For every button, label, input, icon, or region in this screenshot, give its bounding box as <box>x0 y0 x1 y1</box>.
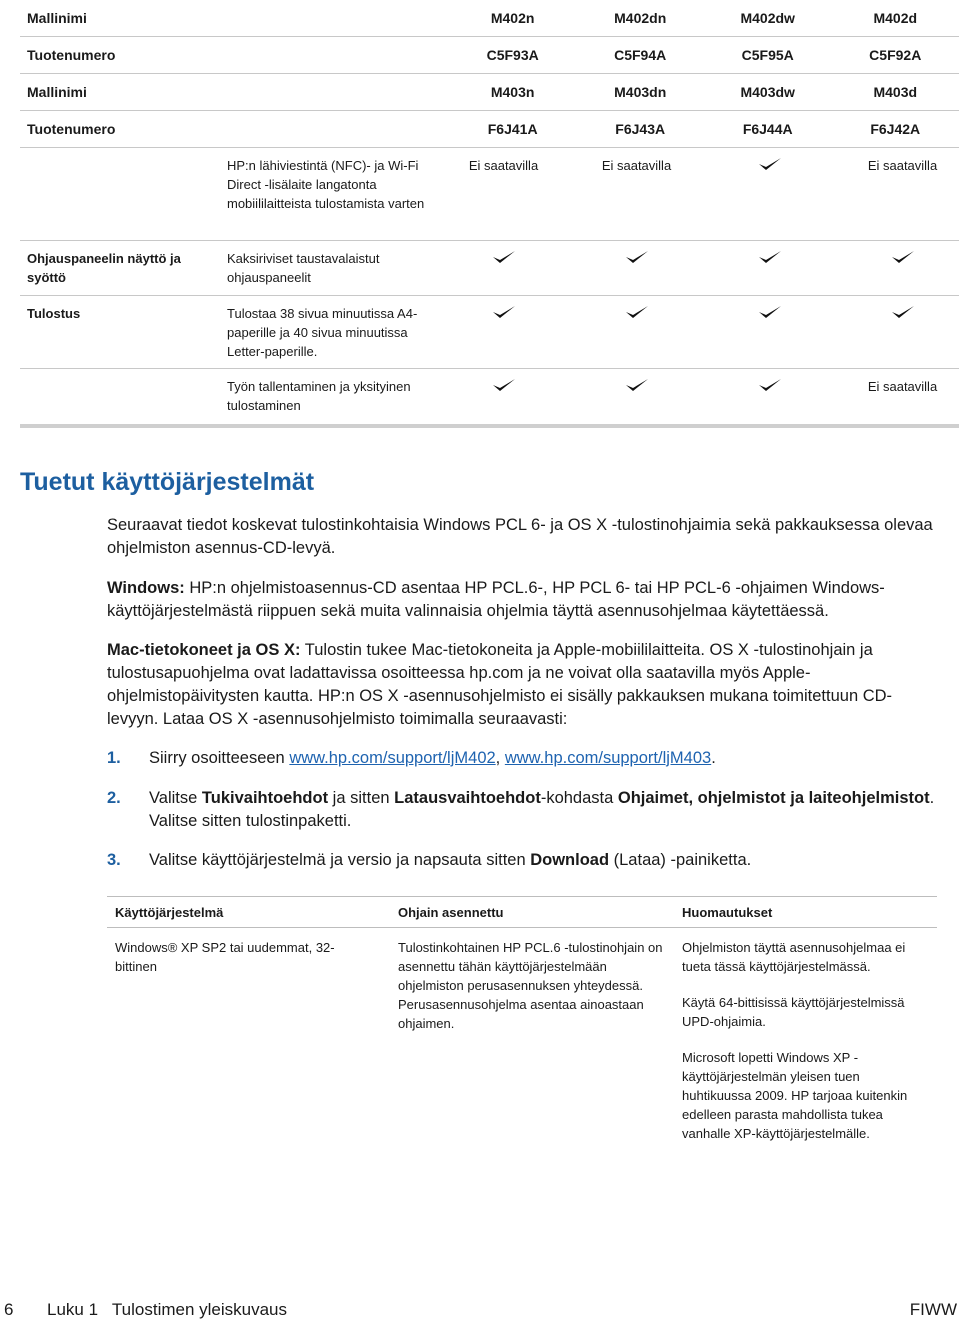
feature-cell: Ei saatavilla <box>867 379 938 394</box>
driver-cell: Tulostinkohtainen HP PCL.6 -tulostinohjain on asennettu tähän käyttöjärjestelmään ohjelmiston perusasennuksen yhteydessä. Perusasennusohjelma asentaa ainoastaan ohjaimen. <box>398 940 663 1031</box>
row-label: Tuotenumero <box>27 47 116 63</box>
step-text <box>149 747 939 770</box>
feature-row-control-panel <box>20 241 959 296</box>
locale-code: FIWW <box>909 1300 957 1319</box>
row-label: Mallinimi <box>27 10 87 26</box>
step-text-part: (Lataa) -painiketta. <box>609 851 752 869</box>
step-text-part: ja sitten <box>328 789 395 807</box>
model-cell: M403dn <box>614 84 667 100</box>
step-text-part: . <box>711 749 716 767</box>
header-row <box>20 37 959 74</box>
step-text-part: Siirry osoitteeseen <box>149 749 290 767</box>
header-row <box>20 111 959 148</box>
category-label: Ohjauspaneelin näyttö ja syöttö <box>27 251 181 285</box>
mac-paragraph <box>107 639 937 731</box>
model-cell: M403n <box>490 84 535 100</box>
product-number-cell: F6J42A <box>870 121 921 137</box>
checkmark-icon <box>570 377 703 398</box>
feature-text: Tulostaa 38 sivua minuutissa A4-paperille ja 40 sivua minuutissa Letter-paperille. <box>227 306 418 359</box>
product-number-cell: C5F92A <box>869 47 922 63</box>
ui-term: Latausvaihtoehdot <box>394 789 541 807</box>
checkmark-icon <box>703 377 836 398</box>
windows-text: HP:n ohjelmistoasennus-CD asentaa HP PCL.6-, HP PCL 6- tai HP PCL-6 -ohjaimen Windows-käyttöjärjestelmästä riippuen sekä muita valinnaisia ohjelmia täyttä asennusohjelmaa käytettäessä. <box>107 579 885 620</box>
step-text <box>149 849 939 872</box>
windows-label: Windows: <box>107 579 185 597</box>
feature-cell: Ei saatavilla <box>601 158 672 173</box>
checkmark-icon <box>570 249 703 270</box>
os-cell: Windows® XP SP2 tai uudemmat, 32-bittinen <box>115 940 335 974</box>
note-cell: Microsoft lopetti Windows XP -käyttöjärjestelmän yleisen tuen huhtikuussa 2009. HP tarjoaa kuitenkin edelleen parasta mahdollista tukea vanhalle XP-käyttöjärjestelmälle. <box>682 1050 908 1141</box>
ui-term: Tukivaihtoehdot <box>201 789 329 807</box>
step-text <box>149 787 939 833</box>
feature-row-job-storage <box>20 369 959 428</box>
header-os: Käyttöjärjestelmä <box>115 905 224 920</box>
step-text-part: , <box>495 749 505 767</box>
chapter-title: Luku 1 Tulostimen yleiskuvaus <box>47 1300 288 1319</box>
support-link-m402[interactable]: www.hp.com/support/ljM402 <box>289 749 496 767</box>
category-label: Tulostus <box>27 306 81 321</box>
product-number-cell: C5F95A <box>741 47 794 63</box>
model-cell: M403dw <box>740 84 795 100</box>
checkmark-icon <box>836 249 960 270</box>
step-number: 2. <box>107 789 121 807</box>
checkmark-icon <box>437 249 570 270</box>
feature-text: Kaksiriviset taustavalaistut ohjauspaneelit <box>227 251 380 285</box>
product-number-cell: F6J43A <box>615 121 666 137</box>
step-text-part: Valitse <box>149 789 202 807</box>
model-comparison-table <box>20 0 959 428</box>
section-heading: Tuetut käyttöjärjestelmät <box>20 468 315 496</box>
feature-text: Työn tallentaminen ja yksityinen tulostaminen <box>227 379 411 413</box>
checkmark-icon <box>437 377 570 398</box>
step-text-part: . Valitse sitten tulostinpaketti. <box>149 789 935 830</box>
model-cell: M402d <box>873 10 918 26</box>
row-label: Tuotenumero <box>27 121 116 137</box>
header-row <box>20 74 959 111</box>
model-cell: M402dw <box>740 10 795 26</box>
product-number-cell: C5F93A <box>486 47 539 63</box>
step-text-part: -kohdasta <box>540 789 618 807</box>
ui-term: Ohjaimet, ohjelmistot ja laiteohjelmistot <box>617 789 930 807</box>
model-cell: M403d <box>873 84 918 100</box>
checkmark-icon <box>836 304 960 325</box>
checkmark-icon <box>703 156 836 177</box>
feature-cell: Ei saatavilla <box>867 158 938 173</box>
page-number: 6 <box>4 1300 14 1319</box>
mac-text: Tulostin tukee Mac-tietokoneita ja Apple-mobiililaitteita. OS X -tulostinohjain ja tulostusapuohjelma ovat ladattavissa osoitteessa hp.com ja ne voivat olla saatavilla myös Apple-ohjelmistopäivitysten kautta. HP:n OS X -asennusohjelmisto ei sisälly pakkauksen mukana toimitettuun CD-levyyn. Lataa OS X -asennusohjelmisto toimimalla seuraavasti: <box>107 641 893 728</box>
windows-paragraph <box>107 577 937 623</box>
checkmark-icon <box>703 249 836 270</box>
header-row <box>20 0 959 37</box>
checkmark-icon <box>703 304 836 325</box>
feature-cell: Ei saatavilla <box>468 158 539 173</box>
model-cell: M402dn <box>614 10 667 26</box>
feature-row-nfc <box>20 148 959 241</box>
header-driver: Ohjain asennettu <box>398 905 504 920</box>
ui-term: Download <box>530 851 610 869</box>
product-number-cell: C5F94A <box>614 47 667 63</box>
product-number-cell: F6J44A <box>742 121 793 137</box>
note-cell: Ohjelmiston täyttä asennusohjelmaa ei tueta tässä käyttöjärjestelmässä. <box>682 940 906 974</box>
row-label: Mallinimi <box>27 84 87 100</box>
step-number: 1. <box>107 749 121 767</box>
header-notes: Huomautukset <box>682 905 773 920</box>
checkmark-icon <box>570 304 703 325</box>
os-table-header <box>107 896 937 928</box>
model-cell: M402n <box>490 10 535 26</box>
intro-paragraph: Seuraavat tiedot koskevat tulostinkohtaisia Windows PCL 6- ja OS X -tulostinohjaimia sekä pakkauksessa olevaa ohjelmiston asennus-CD-levyä. <box>107 516 933 557</box>
step-text-part: Valitse käyttöjärjestelmä ja versio ja napsauta sitten <box>149 851 531 869</box>
os-table <box>107 896 937 1141</box>
checkmark-icon <box>437 304 570 325</box>
step-number: 3. <box>107 851 121 869</box>
support-link-m403[interactable]: www.hp.com/support/ljM403 <box>504 749 712 767</box>
mac-label: Mac-tietokoneet ja OS X: <box>107 641 301 659</box>
feature-row-printing <box>20 296 959 369</box>
note-cell: Käytä 64-bittisissä käyttöjärjestelmissä UPD-ohjaimia. <box>682 995 905 1029</box>
feature-text: HP:n lähiviestintä (NFC)- ja Wi-Fi Direct -lisälaite langatonta mobiililaitteista tulostamista varten <box>227 158 425 211</box>
product-number-cell: F6J41A <box>487 121 538 137</box>
